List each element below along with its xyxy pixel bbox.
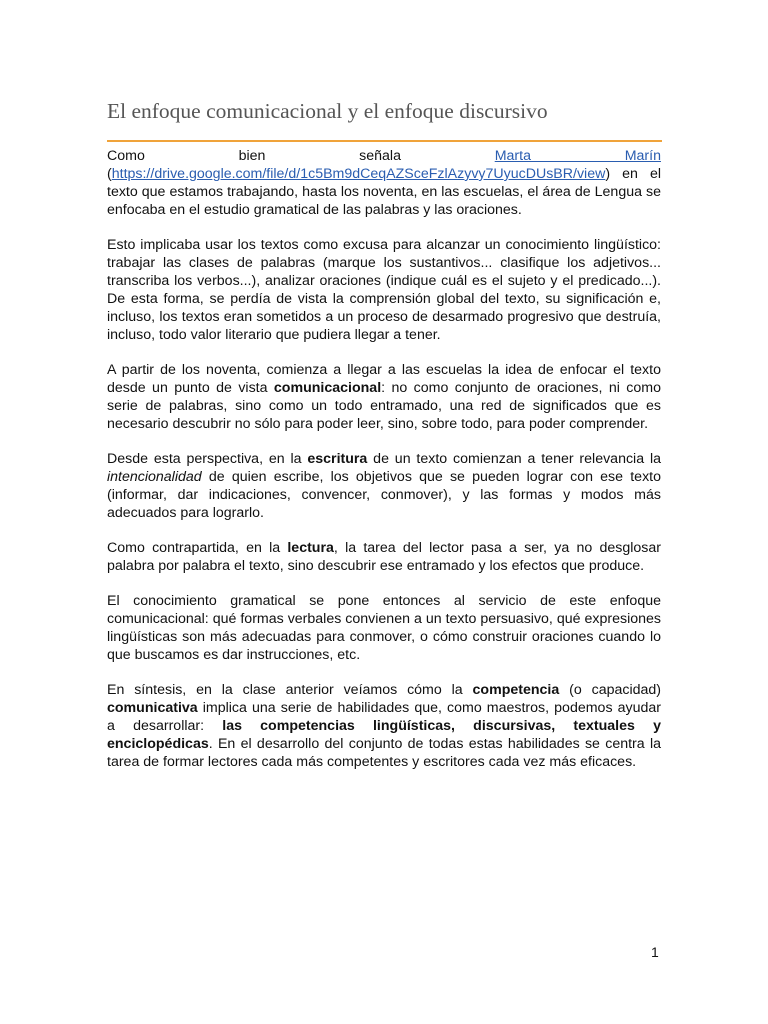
text-run: Como contrapartida, en la [107,540,288,556]
bold-term: escritura [307,451,368,467]
paragraph-6 [107,592,661,664]
document-body [107,147,661,788]
bold-term: comunicativa [107,700,198,716]
text-run: : no como conjunto de oraciones, ni como serie de palabras, sino como un todo entramado, una red de significados que es necesario descubrir no sólo para poder leer, sino, sobre todo, para poder comprender. [107,380,661,432]
page-title: El enfoque comunicacional y el enfoque discursivo [107,99,548,123]
page-number: 1 [651,944,659,960]
source-url-link[interactable]: https://drive.google.com/file/d/1c5Bm9dCeqAZSceFzlAzyvy7UyucDUsBR/view [111,166,606,182]
text-run: . En el desarrollo del conjunto de todas estas habilidades se centra la tarea de formar lectores cada más competentes y escritores cada vez más eficaces. [107,736,661,770]
text-run: de un texto comienzan a tener relevancia la [367,451,661,467]
text-run: Esto implicaba usar los textos como excusa para alcanzar un conocimiento lingüístico: trabajar las clases de palabras (marque los sustantivos... clasifique los adjetivos... transcriba los verbos...), analizar oraciones (indique cuál es el sujeto y el predicado...). De esta forma, se perdía de vista la comprensión global del texto, su significación e, incluso, los textos eran sometidos a un proceso de desarmado progresivo que destruía, incluso, todo valor literario que pudiera llegar a tener. [107,237,661,343]
text-run: Como bien señala [107,148,495,164]
paragraph-1 [107,147,661,219]
text-run: Desde esta perspectiva, en la [107,451,308,467]
text-run: A partir de los noventa, comienza a llegar a las escuelas la idea de enfocar el texto desde un punto de vista [107,362,661,396]
text-run: ) en el texto que estamos trabajando, hasta los noventa, en las escuelas, el área de Lengua se enfocaba en el estudio gramatical de las palabras y las oraciones. [107,166,661,218]
paragraph-2 [107,236,661,344]
text-run: (o capacidad) [559,682,662,698]
text-run: ( [107,166,112,182]
paragraph-3 [107,361,661,433]
text-run: En síntesis, en la clase anterior veíamos cómo la [107,682,473,698]
paragraph-5 [107,539,661,575]
text-run: implica una serie de habilidades que, como maestros, podemos ayudar a desarrollar: [107,700,661,734]
title-divider [107,140,662,142]
bold-term: comunicacional [273,380,382,396]
paragraph-4 [107,450,661,522]
paragraph-7 [107,681,661,771]
author-link[interactable]: Marta Marín [494,148,661,164]
text-run: de quien escribe, los objetivos que se pueden lograr con ese texto (informar, dar indicaciones, convencer, conmover), y las formas y modos más adecuados para lograrlo. [107,469,661,521]
text-run: , la tarea del lector pasa a ser, ya no desglosar palabra por palabra el texto, sino descubrir ese entramado y los efectos que produce. [107,540,661,574]
italic-term: intencionalidad [107,469,202,485]
bold-term: las competencias lingüísticas, discursivas, textuales y enciclopédicas [107,718,661,752]
bold-term: competencia [472,682,560,698]
bold-term: lectura [287,540,334,556]
text-run: El conocimiento gramatical se pone entonces al servicio de este enfoque comunicacional: qué formas verbales convienen a un texto persuasivo, qué expresiones lingüísticas son más adecuadas para conmover, o cómo construir oraciones cuando lo que buscamos es dar instrucciones, etc. [107,593,661,663]
